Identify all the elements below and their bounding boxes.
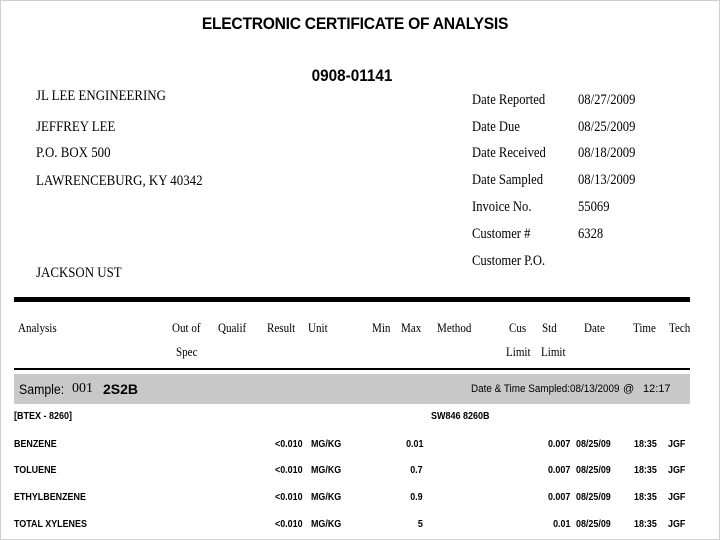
certificate-number: 0908-01141 bbox=[311, 66, 393, 85]
client-address-line2: LAWRENCEBURG, KY 40342 bbox=[36, 173, 203, 189]
cell-date: 08/25/09 bbox=[576, 491, 611, 503]
cell-analysis: TOTAL XYLENES bbox=[14, 518, 87, 530]
cell-time: 18:35 bbox=[634, 438, 657, 450]
analysis-group-name: [BTEX - 8260] bbox=[14, 411, 73, 422]
cell-result: <0.010 bbox=[275, 491, 303, 503]
sample-time: 12:17 bbox=[643, 383, 671, 395]
cell-analysis: ETHYLBENZENE bbox=[14, 491, 86, 503]
col-analysis: Analysis bbox=[18, 320, 57, 335]
cell-max: 5 bbox=[418, 518, 423, 530]
date-sampled-value: 08/13/2009 bbox=[578, 172, 636, 188]
col-std-limit: Limit bbox=[541, 344, 566, 359]
header-divider bbox=[14, 297, 690, 302]
at-symbol: @ bbox=[623, 383, 635, 395]
col-min: Min bbox=[372, 320, 391, 335]
date-due-label: Date Due bbox=[472, 119, 520, 135]
cell-analysis: BENZENE bbox=[14, 438, 57, 450]
sample-number: 001 bbox=[72, 381, 93, 396]
cell-std-limit: 0.007 bbox=[547, 438, 570, 450]
sample-label: Sample: bbox=[19, 381, 65, 397]
col-out-of: Out of bbox=[172, 320, 201, 335]
column-header-divider bbox=[14, 368, 690, 370]
cell-tech: JGF bbox=[668, 491, 686, 503]
client-contact: JEFFREY LEE bbox=[36, 119, 116, 135]
cell-std-limit: 0.007 bbox=[547, 464, 570, 476]
col-tech: Tech bbox=[669, 320, 691, 335]
cell-unit: MG/KG bbox=[311, 491, 342, 503]
cell-date: 08/25/09 bbox=[576, 518, 611, 530]
cell-tech: JGF bbox=[668, 464, 686, 476]
cell-result: <0.010 bbox=[275, 464, 303, 476]
customer-number-label: Customer # bbox=[472, 226, 531, 242]
cell-std-limit: 0.007 bbox=[547, 491, 570, 503]
col-qualif: Qualif bbox=[218, 320, 247, 335]
date-time-sampled-label: Date & Time Sampled: bbox=[471, 383, 571, 395]
col-result: Result bbox=[267, 320, 296, 335]
col-std: Std bbox=[542, 320, 557, 335]
cell-time: 18:35 bbox=[634, 464, 657, 476]
invoice-label: Invoice No. bbox=[472, 199, 532, 215]
client-address-line1: P.O. BOX 500 bbox=[36, 145, 111, 161]
cell-result: <0.010 bbox=[275, 518, 303, 530]
analysis-group-method: SW846 8260B bbox=[431, 411, 490, 422]
cell-time: 18:35 bbox=[634, 518, 657, 530]
col-spec: Spec bbox=[176, 344, 198, 359]
col-max: Max bbox=[401, 320, 422, 335]
date-due-value: 08/25/2009 bbox=[578, 119, 636, 135]
cell-max: 0.9 bbox=[410, 491, 423, 503]
sample-id: 2S2B bbox=[103, 381, 139, 397]
cell-time: 18:35 bbox=[634, 491, 657, 503]
cell-date: 08/25/09 bbox=[576, 438, 611, 450]
cell-tech: JGF bbox=[668, 518, 686, 530]
cell-max: 0.01 bbox=[405, 438, 423, 450]
date-sampled-label: Date Sampled bbox=[472, 172, 544, 188]
cell-max: 0.7 bbox=[410, 464, 423, 476]
customer-po-label: Customer P.O. bbox=[472, 253, 546, 269]
cell-unit: MG/KG bbox=[311, 518, 342, 530]
col-date: Date bbox=[584, 320, 605, 335]
col-time: Time bbox=[633, 320, 656, 335]
col-unit: Unit bbox=[308, 320, 328, 335]
sample-date: 08/13/2009 bbox=[570, 383, 620, 395]
cell-result: <0.010 bbox=[275, 438, 303, 450]
project-name: JACKSON UST bbox=[36, 265, 122, 281]
cell-analysis: TOLUENE bbox=[14, 464, 57, 476]
document-title: ELECTRONIC CERTIFICATE OF ANALYSIS bbox=[201, 14, 509, 33]
date-reported-label: Date Reported bbox=[472, 92, 546, 108]
cell-date: 08/25/09 bbox=[576, 464, 611, 476]
cell-tech: JGF bbox=[668, 438, 686, 450]
invoice-value: 55069 bbox=[578, 199, 610, 215]
date-reported-value: 08/27/2009 bbox=[578, 92, 636, 108]
cell-unit: MG/KG bbox=[311, 464, 342, 476]
col-method: Method bbox=[437, 320, 472, 335]
cell-unit: MG/KG bbox=[311, 438, 342, 450]
col-cus-limit: Limit bbox=[506, 344, 531, 359]
cell-std-limit: 0.01 bbox=[552, 518, 570, 530]
customer-number-value: 6328 bbox=[578, 226, 604, 242]
client-company: JL LEE ENGINEERING bbox=[36, 88, 166, 104]
date-received-value: 08/18/2009 bbox=[578, 145, 636, 161]
col-cus: Cus bbox=[509, 320, 527, 335]
date-received-label: Date Received bbox=[472, 145, 546, 161]
